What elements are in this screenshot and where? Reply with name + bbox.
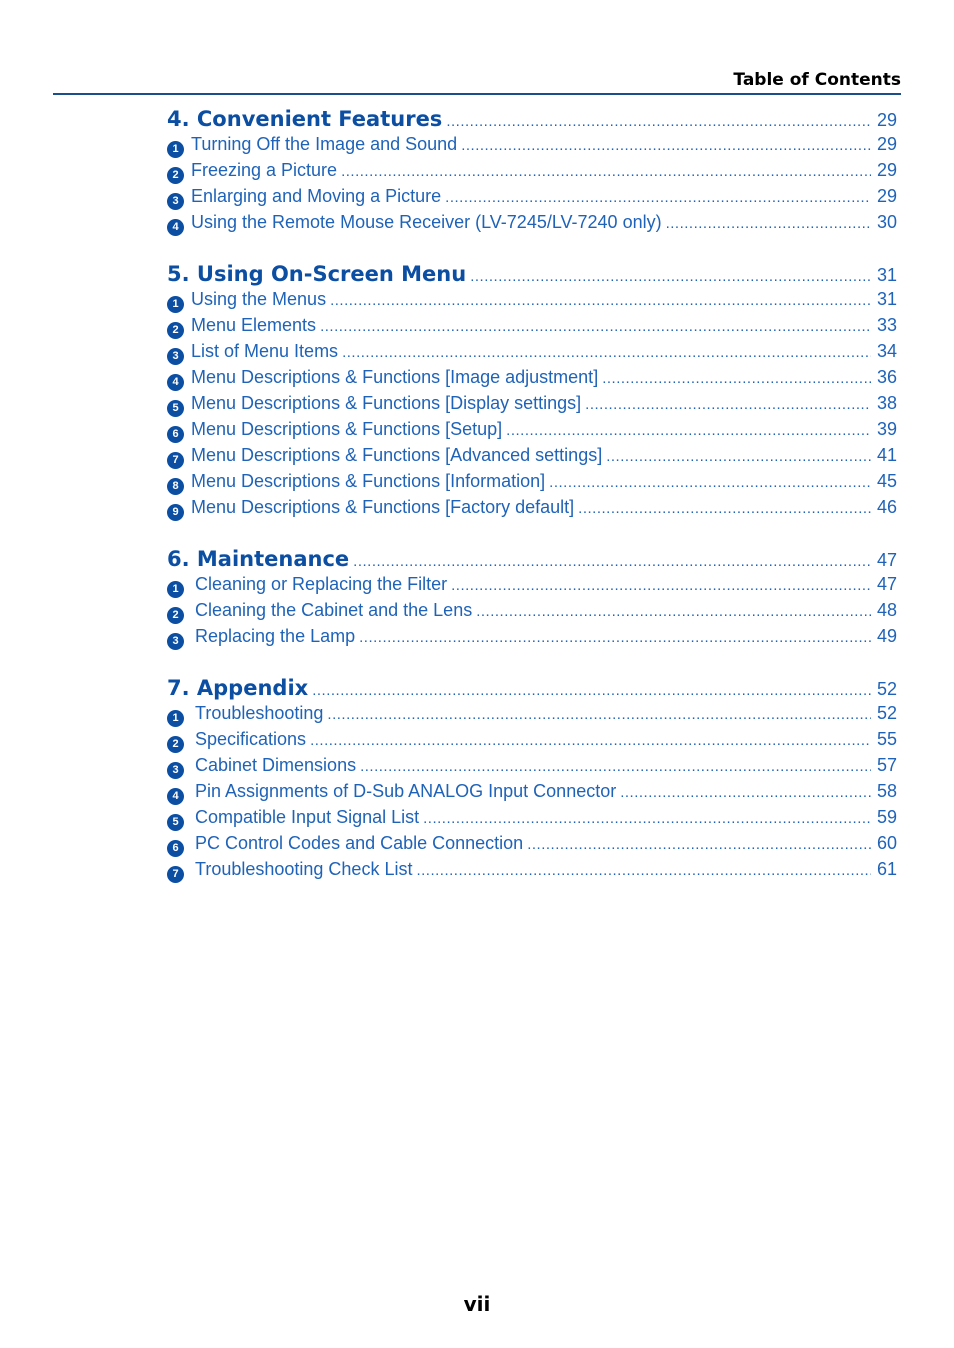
- number-badge-icon: 1: [167, 581, 184, 598]
- toc-entry[interactable]: [167, 600, 897, 626]
- dot-leader: [310, 732, 871, 749]
- toc-entry-label[interactable]: Specifications: [195, 729, 307, 749]
- toc-page-number: 41: [876, 445, 897, 465]
- number-badge-icon: 2: [167, 322, 184, 339]
- header-divider: [53, 93, 901, 95]
- dot-leader: [620, 784, 871, 801]
- toc-heading-row[interactable]: [167, 547, 897, 574]
- toc-page-number: 29: [876, 186, 897, 206]
- toc-page-number: 31: [876, 289, 897, 309]
- toc-entry[interactable]: [167, 445, 897, 471]
- toc-entry-label[interactable]: Menu Descriptions & Functions [Advanced settings]: [191, 445, 603, 465]
- toc-entry-label[interactable]: Troubleshooting: [195, 703, 324, 723]
- toc-page-number: 48: [876, 600, 897, 620]
- toc-entry[interactable]: [167, 626, 897, 652]
- toc-section-appendix: [167, 676, 897, 885]
- toc-heading-title[interactable]: 6. Maintenance: [167, 547, 350, 571]
- toc-heading-row[interactable]: [167, 107, 897, 134]
- toc-entry-label[interactable]: Cabinet Dimensions: [195, 755, 357, 775]
- number-badge-icon: 2: [167, 607, 184, 624]
- toc-page-number: 59: [876, 807, 897, 827]
- dot-leader: [585, 396, 871, 413]
- toc-entry-label[interactable]: Pin Assignments of D-Sub ANALOG Input Connector: [195, 781, 617, 801]
- toc-page-number: 30: [876, 212, 897, 232]
- dot-leader: [445, 189, 871, 206]
- dot-leader: [353, 553, 871, 570]
- toc-page-number: 46: [876, 497, 897, 517]
- toc-entry-label[interactable]: Compatible Input Signal List: [195, 807, 420, 827]
- toc-entry[interactable]: [167, 755, 897, 781]
- toc-entry-label[interactable]: Menu Descriptions & Functions [Setup]: [191, 419, 503, 439]
- toc-entry-label[interactable]: Freezing a Picture: [191, 160, 338, 180]
- toc-entry-label[interactable]: List of Menu Items: [191, 341, 339, 361]
- toc-entry-label[interactable]: Cleaning or Replacing the Filter: [195, 574, 448, 594]
- toc-section-convenient-features: [167, 107, 897, 238]
- toc-page-number: 45: [876, 471, 897, 491]
- toc-page-number: 31: [876, 265, 897, 285]
- toc-entry[interactable]: [167, 315, 897, 341]
- toc-entry-label[interactable]: Menu Elements: [191, 315, 317, 335]
- dot-leader: [320, 318, 871, 335]
- toc-entry[interactable]: [167, 289, 897, 315]
- number-badge-icon: 6: [167, 840, 184, 857]
- number-badge-icon: 4: [167, 374, 184, 391]
- dot-leader: [360, 758, 871, 775]
- toc-entry[interactable]: [167, 781, 897, 807]
- number-badge-icon: 8: [167, 478, 184, 495]
- toc-entry[interactable]: [167, 419, 897, 445]
- number-badge-icon: 3: [167, 193, 184, 210]
- toc-heading-title[interactable]: 4. Convenient Features: [167, 107, 443, 131]
- dot-leader: [527, 836, 871, 853]
- dot-leader: [312, 682, 871, 699]
- toc-entry-label[interactable]: Turning Off the Image and Sound: [191, 134, 458, 154]
- toc-page-number: 29: [876, 110, 897, 130]
- dot-leader: [341, 163, 871, 180]
- number-badge-icon: 9: [167, 504, 184, 521]
- number-badge-icon: 4: [167, 219, 184, 236]
- toc-entry-label[interactable]: Replacing the Lamp: [195, 626, 356, 646]
- number-badge-icon: 6: [167, 426, 184, 443]
- dot-leader: [602, 370, 871, 387]
- toc-page-number: 49: [876, 626, 897, 646]
- number-badge-icon: 4: [167, 788, 184, 805]
- toc-page-number: 60: [876, 833, 897, 853]
- number-badge-icon: 1: [167, 141, 184, 158]
- toc-entry-label[interactable]: Using the Remote Mouse Receiver (LV-7245/LV-7240 only): [191, 212, 662, 232]
- toc-entry[interactable]: [167, 833, 897, 859]
- toc-page-number: 52: [876, 679, 897, 699]
- toc-heading-row[interactable]: [167, 676, 897, 703]
- toc-page-number: 29: [876, 160, 897, 180]
- number-badge-icon: 1: [167, 296, 184, 313]
- dot-leader: [342, 344, 871, 361]
- toc-page-number: 38: [876, 393, 897, 413]
- toc-page-number: 47: [876, 550, 897, 570]
- toc-entry[interactable]: [167, 859, 897, 885]
- toc-page-number: 34: [876, 341, 897, 361]
- dot-leader: [359, 629, 871, 646]
- toc-entry[interactable]: [167, 160, 897, 186]
- toc-entry[interactable]: [167, 703, 897, 729]
- toc-page-number: 47: [876, 574, 897, 594]
- dot-leader: [470, 268, 871, 285]
- toc-page-number: 57: [876, 755, 897, 775]
- dot-leader: [446, 113, 871, 130]
- toc-heading-row[interactable]: [167, 262, 897, 289]
- table-of-contents: [167, 107, 897, 909]
- toc-entry[interactable]: [167, 341, 897, 367]
- dot-leader: [606, 448, 871, 465]
- toc-entry-label[interactable]: Troubleshooting Check List: [195, 859, 413, 879]
- dot-leader: [330, 292, 871, 309]
- toc-page-number: 58: [876, 781, 897, 801]
- toc-entry-label[interactable]: Menu Descriptions & Functions [Image adjustment]: [191, 367, 599, 387]
- toc-page-number: 33: [876, 315, 897, 335]
- toc-entry-label[interactable]: Cleaning the Cabinet and the Lens: [195, 600, 473, 620]
- dot-leader: [327, 706, 871, 723]
- dot-leader: [506, 422, 871, 439]
- toc-page-number: 52: [876, 703, 897, 723]
- toc-entry-label[interactable]: Menu Descriptions & Functions [Display settings]: [191, 393, 582, 413]
- number-badge-icon: 7: [167, 866, 184, 883]
- number-badge-icon: 5: [167, 400, 184, 417]
- toc-page-number: 61: [876, 859, 897, 879]
- toc-section-on-screen-menu: [167, 262, 897, 523]
- page-number: vii: [463, 1292, 491, 1316]
- toc-entry-label[interactable]: Using the Menus: [191, 289, 327, 309]
- number-badge-icon: 5: [167, 814, 184, 831]
- dot-leader: [476, 603, 871, 620]
- toc-page-number: 29: [876, 134, 897, 154]
- toc-heading-title[interactable]: 7. Appendix: [167, 676, 309, 700]
- toc-page-number: 36: [876, 367, 897, 387]
- number-badge-icon: 3: [167, 762, 184, 779]
- dot-leader: [549, 474, 871, 491]
- dot-leader: [578, 500, 871, 517]
- number-badge-icon: 3: [167, 348, 184, 365]
- toc-entry[interactable]: [167, 574, 897, 600]
- toc-entry-label[interactable]: PC Control Codes and Cable Connection: [195, 833, 524, 853]
- dot-leader: [423, 810, 871, 827]
- toc-heading-title[interactable]: 5. Using On-Screen Menu: [167, 262, 467, 286]
- toc-entry[interactable]: [167, 471, 897, 497]
- toc-entry-label[interactable]: Enlarging and Moving a Picture: [191, 186, 442, 206]
- toc-section-maintenance: [167, 547, 897, 652]
- toc-page-number: 55: [876, 729, 897, 749]
- toc-entry[interactable]: [167, 393, 897, 419]
- number-badge-icon: 2: [167, 167, 184, 184]
- dot-leader: [666, 215, 871, 232]
- toc-entry[interactable]: [167, 807, 897, 833]
- number-badge-icon: 3: [167, 633, 184, 650]
- toc-entry[interactable]: [167, 367, 897, 393]
- toc-page-number: 39: [876, 419, 897, 439]
- number-badge-icon: 2: [167, 736, 184, 753]
- toc-entry[interactable]: [167, 134, 897, 160]
- page-header-title: Table of Contents: [733, 70, 901, 90]
- dot-leader: [451, 577, 871, 594]
- toc-entry-label[interactable]: Menu Descriptions & Functions [Information]: [191, 471, 546, 491]
- dot-leader: [416, 862, 871, 879]
- toc-entry[interactable]: [167, 186, 897, 212]
- toc-entry[interactable]: [167, 729, 897, 755]
- toc-entry[interactable]: [167, 212, 897, 238]
- toc-entry-label[interactable]: Menu Descriptions & Functions [Factory default]: [191, 497, 575, 517]
- dot-leader: [461, 137, 871, 154]
- toc-entry[interactable]: [167, 497, 897, 523]
- number-badge-icon: 7: [167, 452, 184, 469]
- number-badge-icon: 1: [167, 710, 184, 727]
